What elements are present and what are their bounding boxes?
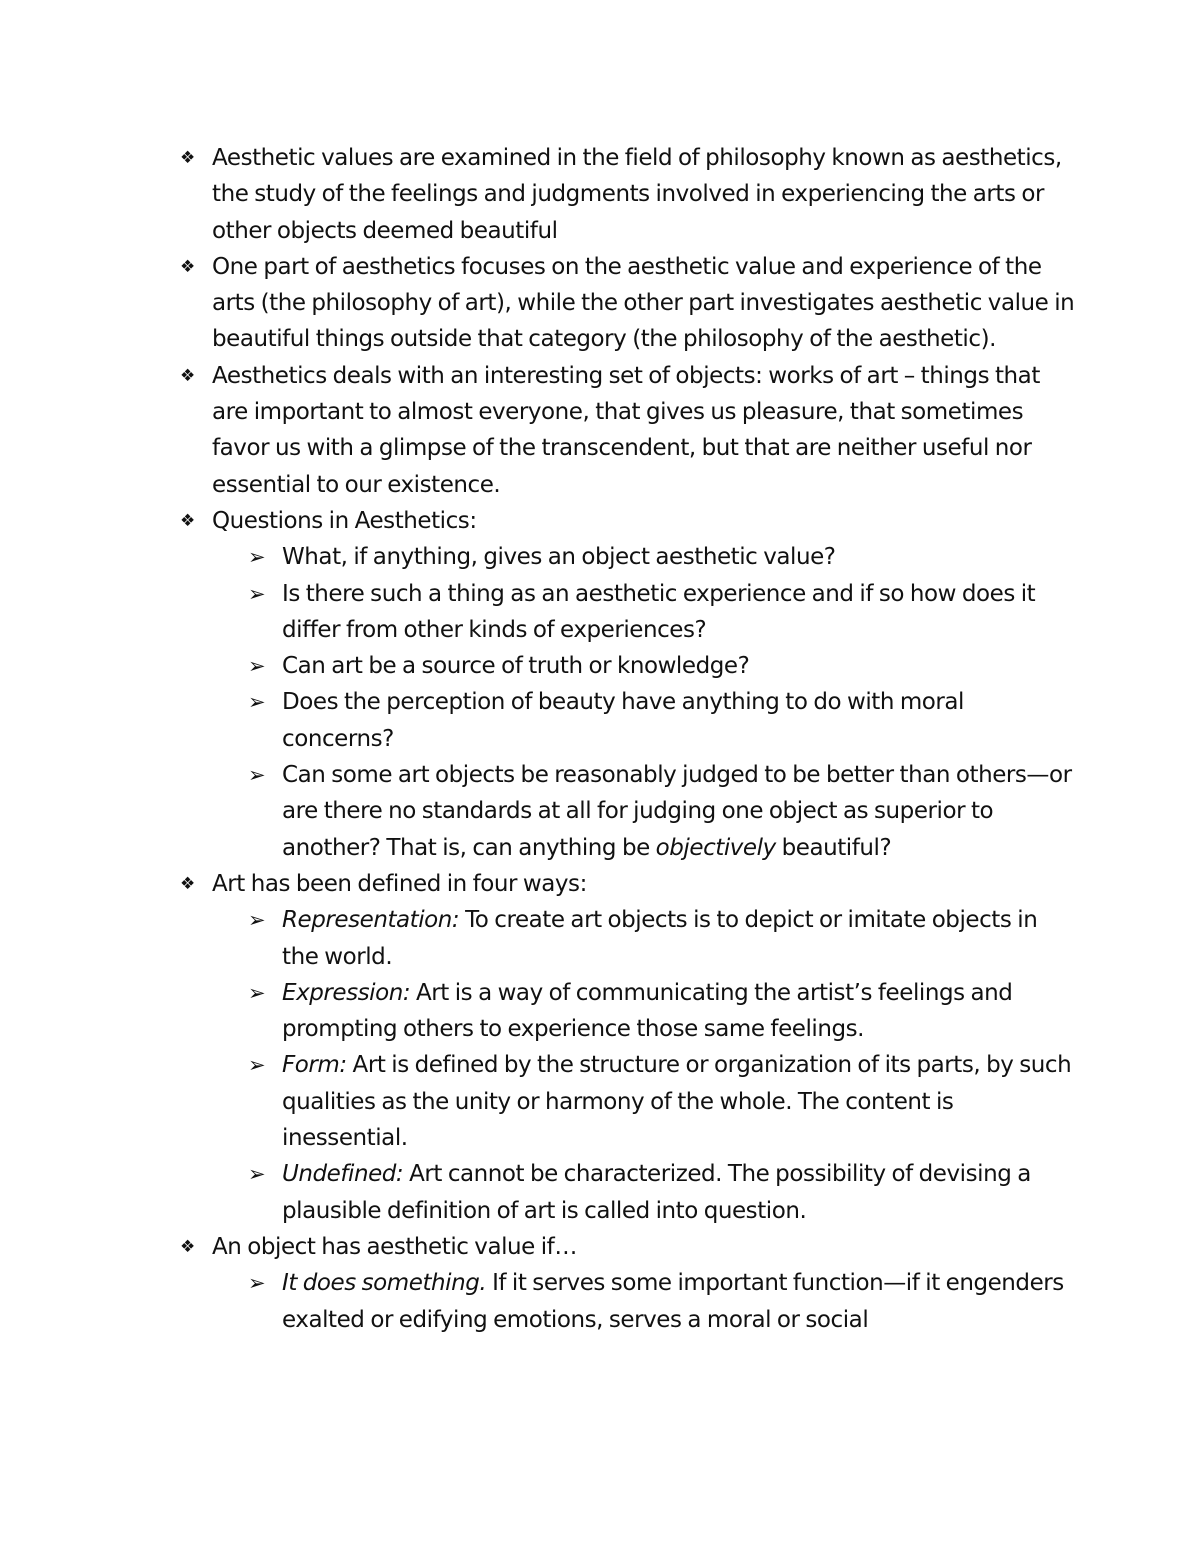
sub-list-item-text xyxy=(282,757,1078,866)
list-item-aesthetic-value xyxy=(178,1229,1078,1265)
list-item-text: Art has been defined in four ways: xyxy=(212,870,587,897)
sub-list-item xyxy=(248,539,1078,575)
definition-text: If it serves some important function—if it engenders exalted or edifying emotions, serves a moral or social xyxy=(282,1270,1064,1333)
arrow-bullet-icon: ➢ xyxy=(248,763,266,788)
list-item-text: Aesthetic values are examined in the field of philosophy known as aesthetics, the study of the feelings and judgments involved in experiencing the arts or other objects deemed beautiful xyxy=(212,145,1062,244)
sub-list-item-text xyxy=(282,1156,1078,1229)
definition-term: It does something. xyxy=(282,1270,487,1297)
sub-list-item xyxy=(248,576,1078,649)
list-item xyxy=(178,140,1078,249)
sub-list-item-text xyxy=(282,1265,1078,1338)
sub-list-item xyxy=(248,1047,1078,1156)
list-item-text: An object has aesthetic value if… xyxy=(212,1233,577,1260)
definition-term: Representation: xyxy=(282,907,460,934)
diamond-bullet-icon: ❖ xyxy=(180,1236,196,1257)
diamond-bullet-icon: ❖ xyxy=(180,365,196,386)
sub-list-item-text xyxy=(282,1047,1078,1156)
definition-text: Art is defined by the structure or organization of its parts, by such qualities as the unity or harmony of the whole. The content is inessential. xyxy=(282,1052,1072,1152)
definition-term: Form: xyxy=(282,1052,347,1079)
definition-term: Expression: xyxy=(282,979,411,1006)
arrow-bullet-icon: ➢ xyxy=(248,581,266,606)
sub-list-item xyxy=(248,902,1078,975)
arrow-bullet-icon: ➢ xyxy=(248,980,266,1005)
sub-list-item xyxy=(248,757,1078,866)
sub-list-item-text xyxy=(282,902,1078,975)
list-item-text: Questions in Aesthetics: xyxy=(212,507,477,534)
diamond-bullet-icon: ❖ xyxy=(180,148,196,168)
sub-list-item-text: Is there such a thing as an aesthetic experience and if so how does it differ from other kinds of experiences? xyxy=(282,580,1036,643)
text-segment: Can some art objects be reasonably judged to be better than others—or are there no standards at all for judging one object as superior to another? That is, can anything be xyxy=(282,762,1072,861)
diamond-bullet-icon: ❖ xyxy=(180,873,196,894)
sub-list-item xyxy=(248,648,1078,684)
arrow-bullet-icon: ➢ xyxy=(248,1162,266,1187)
arrow-bullet-icon: ➢ xyxy=(248,690,266,715)
sub-list-item xyxy=(248,1156,1078,1229)
list-item-text: Aesthetics deals with an interesting set of objects: works of art – things that are important to almost everyone, that gives us pleasure, that sometimes favor us with a glimpse of the transcendent, but that are neither useful nor essential to our existence. xyxy=(212,362,1040,498)
sub-list-item xyxy=(248,975,1078,1048)
sub-list-item-text xyxy=(282,975,1078,1048)
diamond-bullet-icon: ❖ xyxy=(180,256,196,277)
document-body xyxy=(178,140,1078,1338)
arrow-bullet-icon: ➢ xyxy=(248,654,266,679)
list-item xyxy=(178,249,1078,358)
sub-list-item xyxy=(248,684,1078,757)
diamond-bullet-icon: ❖ xyxy=(180,510,196,531)
text-segment: beautiful? xyxy=(775,834,892,861)
sub-list-item-text: Does the perception of beauty have anything to do with moral concerns? xyxy=(282,689,964,752)
definition-text: Art is a way of communicating the artist’s feelings and prompting others to experience those same feelings. xyxy=(282,979,1013,1043)
arrow-bullet-icon: ➢ xyxy=(248,908,266,933)
sub-list-item-text: Can art be a source of truth or knowledge? xyxy=(282,653,750,680)
arrow-bullet-icon: ➢ xyxy=(248,1053,266,1078)
arrow-bullet-icon: ➢ xyxy=(248,1271,266,1296)
arrow-bullet-icon: ➢ xyxy=(248,545,266,570)
list-item-text: One part of aesthetics focuses on the aesthetic value and experience of the arts (the philosophy of art), while the other part investigates aesthetic value in beautiful things outside that category (the philosophy of the aesthetic). xyxy=(212,253,1075,353)
definition-text: Art cannot be characterized. The possibility of devising a plausible definition of art is called into question. xyxy=(282,1161,1031,1224)
definition-text: To create art objects is to depict or imitate objects in the world. xyxy=(282,907,1038,970)
list-item-questions xyxy=(178,503,1078,539)
definition-term: Undefined: xyxy=(282,1161,404,1188)
emphasis-text: objectively xyxy=(655,834,776,861)
sub-list-item xyxy=(248,1265,1078,1338)
list-item xyxy=(178,358,1078,503)
list-item-definitions xyxy=(178,866,1078,902)
sub-list-item-text: What, if anything, gives an object aesthetic value? xyxy=(282,544,836,571)
